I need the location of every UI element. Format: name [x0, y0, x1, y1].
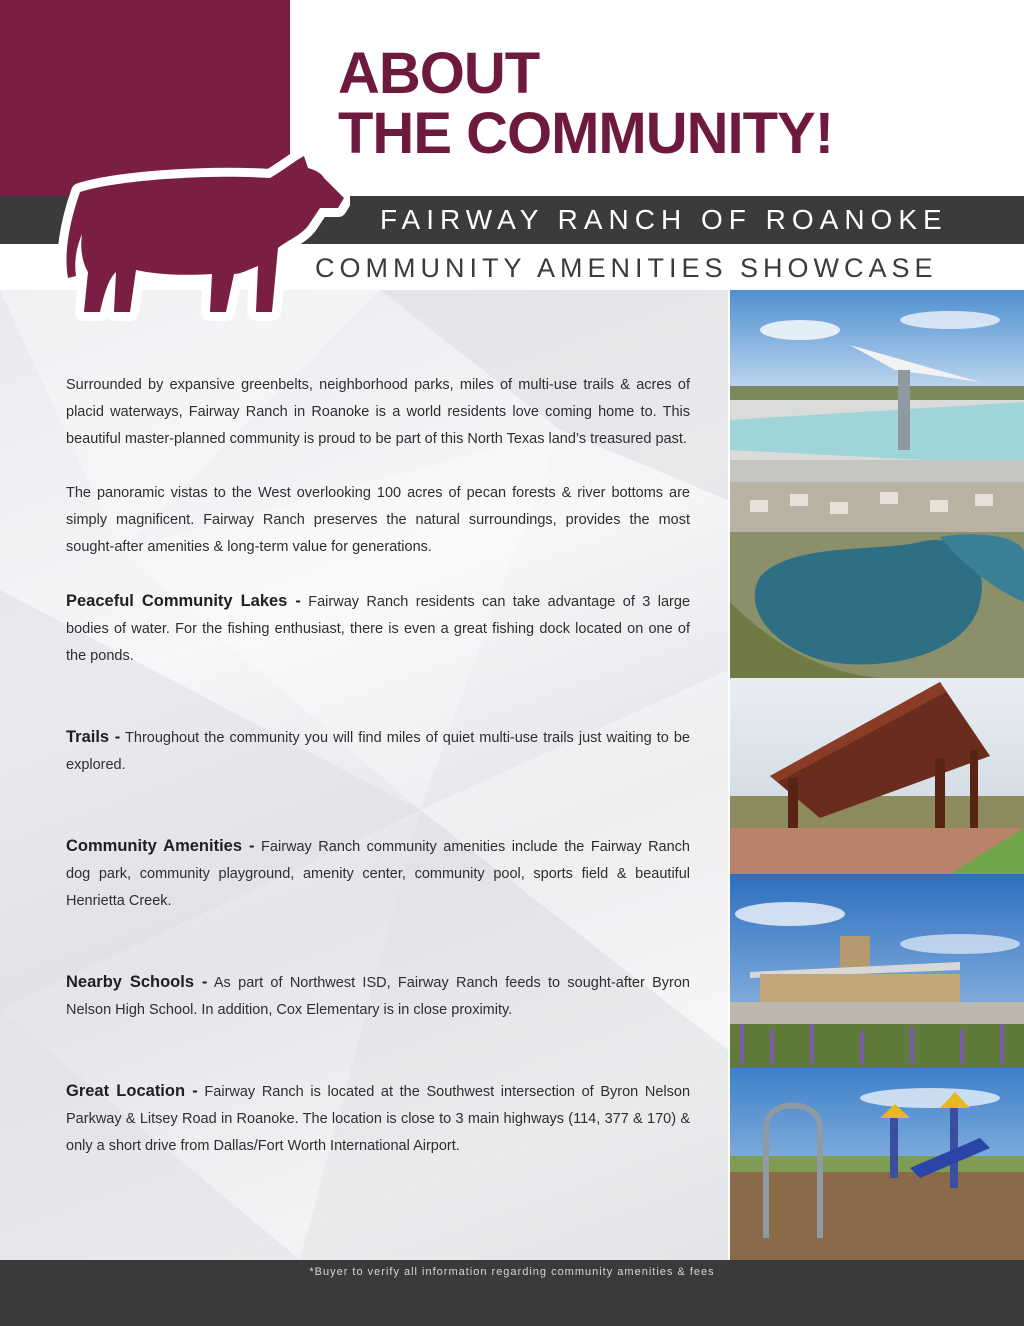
amenity-community-title: Community Amenities -: [66, 837, 255, 855]
amenity-location-title: Great Location -: [66, 1082, 198, 1100]
page-title: [338, 41, 834, 166]
footer-disclaimer: *Buyer to verify all information regarding community amenities & fees: [309, 1266, 715, 1278]
amenity-lakes-text: Fairway Ranch residents can take advantage of 3 large bodies of water. For the fishing enthusiast, there is even a great fishing dock located on one of the ponds.: [66, 594, 691, 664]
showcase-subtitle: COMMUNITY AMENITIES SHOWCASE: [315, 253, 938, 283]
pool-photo: [730, 290, 1024, 482]
amenity-schools-title: Nearby Schools -: [66, 973, 208, 991]
amenity-lakes-title: Peaceful Community Lakes -: [66, 592, 301, 610]
community-name: FAIRWAY RANCH OF ROANOKE: [380, 204, 948, 235]
amenity-trails: [66, 724, 690, 779]
page-title-line-1: ABOUT: [338, 41, 540, 106]
amenity-center-photo: [730, 874, 1024, 1068]
amenity-trails-title: Trails -: [66, 728, 121, 746]
amenity-community: [66, 833, 690, 915]
amenity-trails-text: Throughout the community you will find miles of quiet multi-use trails just waiting to be explored.: [66, 730, 690, 773]
amenity-location-text: Fairway Ranch is located at the Southwest intersection of Byron Nelson Parkway & Litsey Road in Roanoke. The location is close to 3 main highways (114, 377 & 170) & only a short drive from Dallas/Fort Worth International Airport.: [66, 1084, 691, 1154]
lake-aerial-photo: [730, 482, 1024, 678]
amenity-schools-text: As part of Northwest ISD, Fairway Ranch feeds to sought-after Byron Nelson High School. In addition, Cox Elementary is in close proximity.: [66, 975, 690, 1018]
cow-silhouette-icon: [58, 152, 350, 330]
amenity-schools: [66, 969, 690, 1024]
playground-photo: [730, 1068, 1024, 1260]
amenity-lakes: [66, 588, 690, 670]
page-title-line-2: THE COMMUNITY!: [338, 101, 834, 166]
description-column: [66, 372, 690, 1160]
amenity-location: [66, 1078, 690, 1160]
pavilion-photo: [730, 678, 1024, 874]
intro-paragraph-1: Surrounded by expansive greenbelts, neighborhood parks, miles of multi-use trails & acres of placid waterways, Fairway Ranch in Roanoke is a world residents love coming home to. This beautiful master-planned community is proud to be part of this North Texas land’s treasured past.: [66, 377, 690, 447]
amenity-community-text: Fairway Ranch community amenities include the Fairway Ranch dog park, community playground, amenity center, community pool, sports field & beautiful Henrietta Creek.: [66, 839, 690, 909]
intro-paragraph-2: The panoramic vistas to the West overlooking 100 acres of pecan forests & river bottoms are simply magnificent. Fairway Ranch preserves the natural surroundings, provides the most sought-after amenities & long-term value for generations.: [66, 485, 690, 555]
